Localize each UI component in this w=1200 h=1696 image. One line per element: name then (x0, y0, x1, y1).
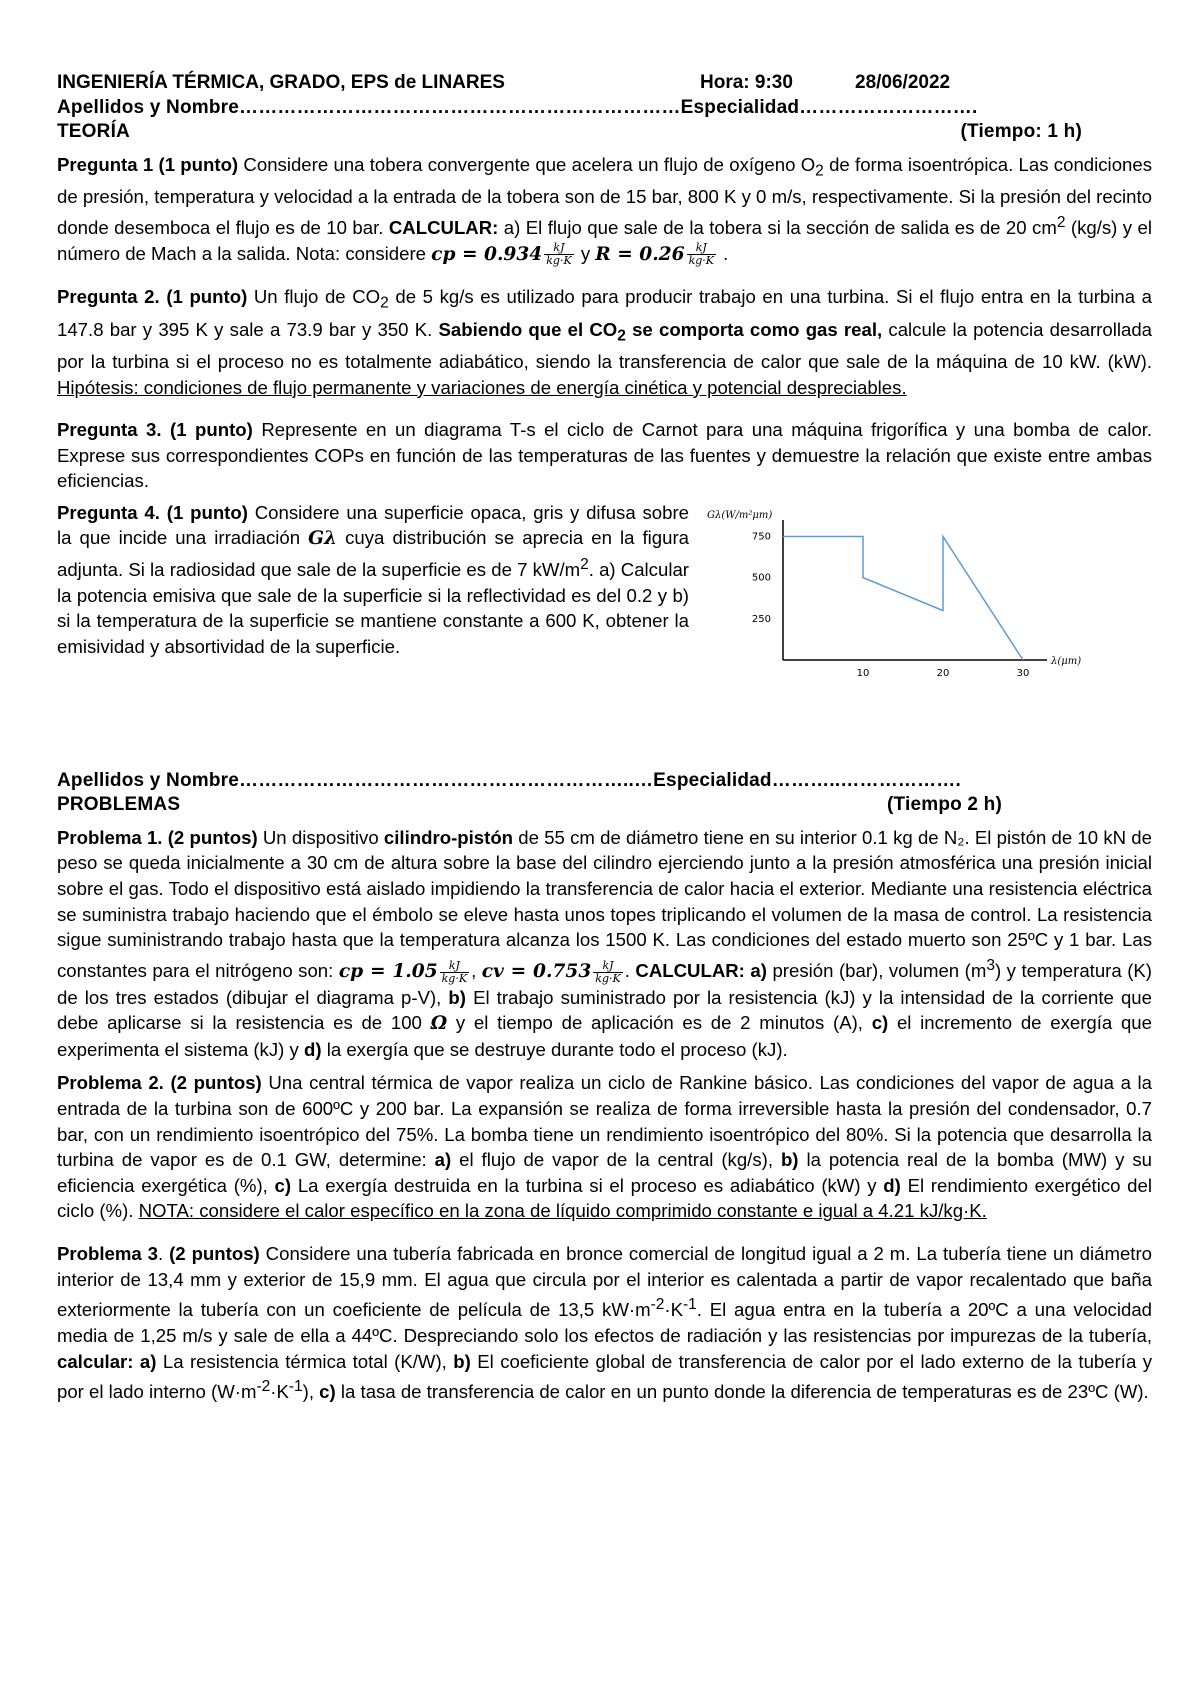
cv-formula: cv = 0.753 (481, 961, 592, 983)
problem-3: Problema 3. (2 puntos) Considere una tubería fabricada en bronce comercial de longitud igual a 2 m. La tubería tiene un diámetro interior de 13,4 mm y exterior de 15,9 mm. El agua que circula por el interior es calentada a partir de vapor recalentado que baña exteriormente la tubería con un coeficiente de película de 13,5 $kW\cdot m^{-2}\cdot K^{-1}$. El agua entra en la tubería a 20ºC a una velocidad media de 1,25 m/s y sale de ella a 44ºC. Despreciando solo los efectos de radiación y las resistencias por impurezas de la tubería, calcular: a) La resistencia térmica total (K/W), b) El coeficiente global de transferencia de calor por el lado externo de la tubería y por el lado interno $(W\cdot m^{-2}\cdot K^{-1})$, c) la tasa de transferencia de calor en un punto donde la diferencia de temperaturas es de 23ºC (W). (57, 1242, 1153, 1403)
problem-1: Problema 1. (2 puntos) Un dispositivo cilindro-pistón de 55 cm de diámetro tiene en su interior 0.1 kg de N₂. El pistón de 10 kN de peso se queda inicialmente a 30 cm de altura sobre la base del cilindro ejerciendo junto a la presión atmosférica una presión inicial sobre el gas. Todo el dispositivo está aislado impidiendo la transferencia de calor hacia el exterior. Mediante una resistencia eléctrica se suministra trabajo haciendo que el émbolo se eleve hasta unos topes triplicando el volumen de la masa de control. La resistencia sigue suministrando trabajo hasta que la temperatura alcanza los 1500 K. Las condiciones del estado muerto son 25ºC y 1 bar. Las constantes para el nitrógeno son: cp = 1.05 $\frac{kJ}{kg\cdot K}$ , cv = 0.753 $\frac{kJ}{kg\cdot K}$ . CALCULAR: a) presión (bar), volumen $(m^3)$ y temperatura (K) de los tres estados (dibujar el diagrama p-V), b) El trabajo suministrado por la resistencia (kJ) y la intensidad de la corriente que debe aplicarse si la resistencia es de 100 Ω y el tiempo de aplicación es de 2 minutos (A), c) el incremento de exergía que experimenta el sistema (kJ) y d) la exergía que se destruye durante todo el proceso (kJ). (57, 826, 1152, 1060)
section-title: TEORÍA (57, 121, 130, 142)
x-tick-label: 30 (1016, 667, 1030, 679)
x-axis-label: λ(μm) (1051, 655, 1082, 667)
problem-label: Problema 1. (57, 826, 163, 848)
irradiation-chart (707, 500, 1127, 705)
name-specialty-field[interactable]: Apellidos y Nombre……………………………………………………………Especialidad………………………. (57, 97, 978, 118)
problems-name-line (57, 769, 1152, 793)
problem-points: (2 puntos) (169, 1242, 260, 1264)
question-3: Pregunta 3. (1 punto) Represente en un diagrama T-s el ciclo de Carnot para una máquina frigorífica y una bomba de calor. Exprese sus correspondientes COPs en función de las temperaturas de las fuentes y demuestre la relación que existe entre ambas eficiencias. (57, 419, 1153, 492)
unit-fraction: $\frac{kJ}{kg\cdot K}$ (688, 241, 714, 268)
question-2: Pregunta 2. (1 punto) Un flujo de $CO_2$ de 5 kg/s es utilizado para producir trabajo en una turbina. Si el flujo entra en la turbina a 147.8 bar y 395 K y sale a 73.9 bar y 350 K. Sabiendo que el $CO_2$ se comporta como gas real, calcule la potencia desarrollada por la turbina si el proceso no es totalmente adiabático, siendo la transferencia de calor que sale de la máquina de 10 kW. (kW). Hipótesis: condiciones de flujo permanente y variaciones de energía cinética y potencial despreciables. (57, 286, 1153, 398)
name-line (57, 96, 1152, 120)
exam-header (57, 70, 1152, 96)
question-4 (57, 500, 1152, 705)
section-time: (Tiempo 2 h) (887, 793, 1002, 815)
name-specialty-field[interactable]: Apellidos y Nombre……………………………………………………..…Especialidad………..………………. (57, 769, 961, 791)
question-1: Pregunta 1 (1 punto) Considere una tobera convergente que acelera un flujo de oxígeno $O_2$ de forma isoentrópica. Las condiciones de presión, temperatura y velocidad a la entrada de la tobera son de 15 bar, 800 K y 0 m/s, respectivamente. Si la presión del recinto donde desemboca el flujo es de 10 bar. CALCULAR: a) El flujo que sale de la tobera si la sección de salida es de 20 $cm^2$ (kg/s) y el número de Mach a la salida. Nota: considere cp = 0.934 $\frac{kJ}{kg\cdot K}$ y R = 0.26 $\frac{kJ}{kg\cdot K}$ . (57, 154, 1153, 268)
problem-label: Problema 2. (57, 1072, 164, 1094)
section-title: PROBLEMAS (57, 793, 181, 815)
question-label: Pregunta 1 (57, 154, 154, 175)
unit-fraction: $\frac{kJ}{kg\cdot K}$ (441, 958, 468, 985)
exam-date: 28/06/2022 (855, 72, 951, 93)
question-4-text: Pregunta 4. (1 punto) Considere una superficie opaca, gris y difusa sobre la que incide una irradiación Gλ cuya distribución se aprecia en la figura adjunta. Si la radiosidad que sale de la superficie es de 7 $kW/m^2$. a) Calcular la potencia emisiva que sale de la superficie si la reflectividad es del 0.2 y b) si la temperatura de la superficie se mantiene constante a 600 K, obtener la emisividad y absortividad de la superficie. (57, 501, 690, 658)
y-tick-label: 750 (751, 531, 771, 543)
question-points: (1 punto) (166, 501, 248, 523)
y-tick-label: 500 (751, 572, 771, 584)
problem-label: Problema 3 (57, 1242, 159, 1264)
cp-formula: cp = 1.05 (338, 961, 438, 983)
problem-2-note: NOTA: considere el calor específico en la zona de líquido comprimido constante e igual a 4.21 kJ/kg·K. (138, 1200, 987, 1222)
question-points: (1 punto) (170, 419, 253, 441)
x-tick-label: 20 (936, 667, 950, 679)
unit-fraction: $\frac{kJ}{kg\cdot K}$ (595, 958, 621, 985)
unit-fraction: $\frac{kJ}{kg\cdot K}$ (546, 241, 572, 268)
course-title: INGENIERÍA TÉRMICA, GRADO, EPS de LINARES (57, 72, 505, 93)
question-label: Pregunta 3. (57, 419, 162, 441)
problem-points: (2 puntos) (170, 1072, 262, 1094)
question-points: (1 punto) (158, 154, 239, 175)
section-time: (Tiempo: 1 h) (960, 121, 1082, 142)
y-axis-label: Gλ(W/m²μm) (707, 509, 773, 521)
question-points: (1 punto) (166, 286, 248, 308)
question-label: Pregunta 2. (57, 286, 160, 308)
chart-svg (707, 500, 1107, 700)
y-tick-label: 250 (751, 613, 771, 625)
hypothesis-note: Hipótesis: condiciones de flujo permanente y variaciones de energía cinética y potencial despreciables. (57, 376, 907, 398)
irradiation-series (783, 536, 1023, 660)
exam-page (57, 70, 1152, 1405)
problem-points: (2 puntos) (167, 826, 258, 848)
theory-heading (57, 120, 1152, 144)
cp-formula: cp = 0.934 (431, 243, 543, 265)
r-formula: R = 0.26 (595, 243, 685, 265)
problem-2: Problema 2. (2 puntos) Una central térmica de vapor realiza un ciclo de Rankine básico. Las condiciones del vapor de agua a la entrada de la turbina son de 600ºC y 200 bar. La expansión se realiza de forma irreversible hasta la presión del condensador, 0.7 bar, con un rendimiento isoentrópico del 75%. La bomba tiene un rendimiento isoentrópico del 80%. Si la potencia que desarrolla la turbina de vapor es de 0.1 GW, determine: a) el flujo de vapor de la central (kg/s), b) la potencia real de la bomba (MW) y su eficiencia exergética (%), c) La exergía destruida en la turbina si el proceso es adiabático (kW) y d) El rendimiento exergético del ciclo (%). NOTA: considere el calor específico en la zona de líquido comprimido constante e igual a 4.21 kJ/kg·K. (57, 1072, 1153, 1222)
x-tick-label: 10 (856, 667, 870, 679)
problems-heading (57, 793, 1152, 817)
question-label: Pregunta 4. (57, 501, 160, 523)
exam-time: Hora: 9:30 (700, 72, 793, 93)
